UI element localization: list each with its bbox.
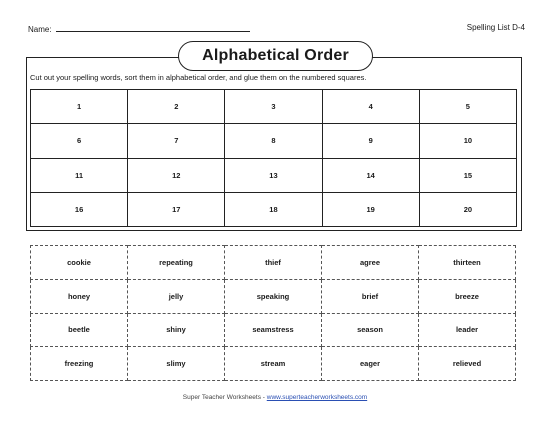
grid-row bbox=[31, 192, 517, 226]
grid-row bbox=[31, 124, 517, 158]
word-card: jelly bbox=[128, 279, 225, 313]
word-card: brief bbox=[322, 279, 419, 313]
word-card: seamstress bbox=[225, 313, 322, 347]
numbered-square: 19 bbox=[322, 192, 419, 226]
numbered-square: 18 bbox=[225, 192, 322, 226]
numbered-square: 17 bbox=[128, 192, 225, 226]
numbered-square: 10 bbox=[419, 124, 516, 158]
word-row bbox=[31, 279, 516, 313]
numbered-square: 14 bbox=[322, 158, 419, 192]
numbered-square: 4 bbox=[322, 90, 419, 124]
word-row bbox=[31, 347, 516, 381]
word-card: leader bbox=[419, 313, 516, 347]
numbered-squares-grid bbox=[30, 89, 517, 227]
word-card: agree bbox=[322, 246, 419, 280]
grid-row bbox=[31, 158, 517, 192]
numbered-square: 2 bbox=[128, 90, 225, 124]
word-card: honey bbox=[31, 279, 128, 313]
word-card: slimy bbox=[128, 347, 225, 381]
word-row bbox=[31, 313, 516, 347]
numbered-square: 12 bbox=[128, 158, 225, 192]
numbered-square: 5 bbox=[419, 90, 516, 124]
footer-link[interactable]: www.superteacherworksheets.com bbox=[266, 394, 368, 401]
page-title: Alphabetical Order bbox=[178, 41, 373, 71]
word-card: stream bbox=[225, 347, 322, 381]
word-card: beetle bbox=[31, 313, 128, 347]
numbered-square: 20 bbox=[419, 192, 516, 226]
word-card: season bbox=[322, 313, 419, 347]
numbered-square: 7 bbox=[128, 124, 225, 158]
name-field bbox=[28, 23, 250, 34]
numbered-square: 1 bbox=[31, 90, 128, 124]
numbered-square: 13 bbox=[225, 158, 322, 192]
word-card: cookie bbox=[31, 246, 128, 280]
footer bbox=[0, 394, 550, 401]
numbered-square: 6 bbox=[31, 124, 128, 158]
numbered-square: 3 bbox=[225, 90, 322, 124]
word-card: breeze bbox=[419, 279, 516, 313]
word-card: shiny bbox=[128, 313, 225, 347]
numbered-square: 8 bbox=[225, 124, 322, 158]
word-card: thief bbox=[225, 246, 322, 280]
name-label: Name: bbox=[28, 25, 52, 34]
spelling-list-id: Spelling List D-4 bbox=[466, 23, 525, 32]
word-card: relieved bbox=[419, 347, 516, 381]
word-card: speaking bbox=[225, 279, 322, 313]
word-card: repeating bbox=[128, 246, 225, 280]
word-card: eager bbox=[322, 347, 419, 381]
numbered-square: 11 bbox=[31, 158, 128, 192]
numbered-square: 15 bbox=[419, 158, 516, 192]
numbered-square: 16 bbox=[31, 192, 128, 226]
word-card: freezing bbox=[31, 347, 128, 381]
grid-row bbox=[31, 90, 517, 124]
numbered-square: 9 bbox=[322, 124, 419, 158]
footer-text: Super Teacher Worksheets - bbox=[182, 394, 267, 401]
word-card: thirteen bbox=[419, 246, 516, 280]
instructions: Cut out your spelling words, sort them in alphabetical order, and glue them on the numbered squares. bbox=[30, 73, 367, 82]
name-blank-line bbox=[56, 23, 250, 32]
word-cards-grid bbox=[30, 245, 516, 381]
word-row bbox=[31, 246, 516, 280]
